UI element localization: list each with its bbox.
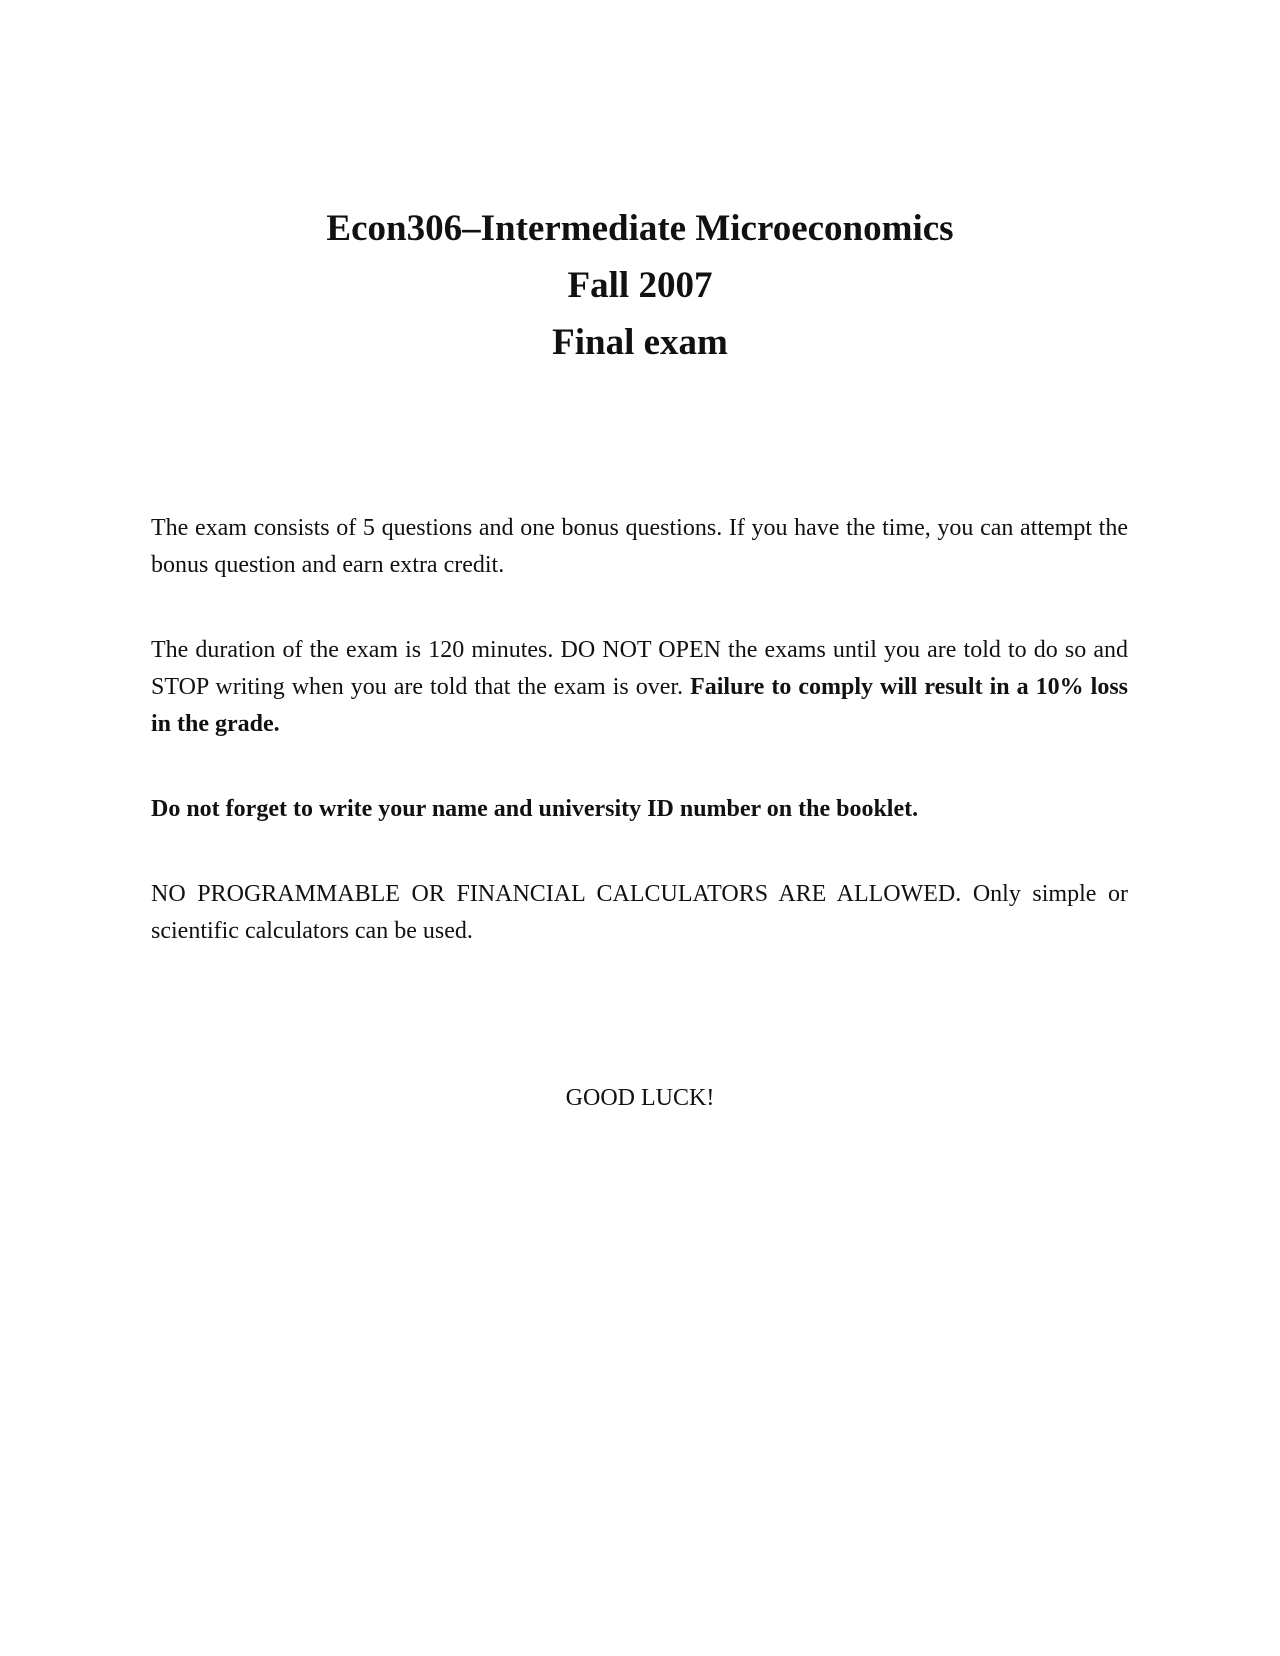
instruction-calculators: NO PROGRAMMABLE OR FINANCIAL CALCULATORS ARE ALLOWED. Only simple or scientific calculators can be used. (151, 881, 1128, 944)
instruction-name-id: Do not forget to write your name and university ID number on the booklet. (151, 796, 919, 822)
instruction-duration (151, 632, 1128, 743)
instructions-block (151, 510, 1128, 950)
instruction-duration-warning: Failure to comply will result in a 10% loss in the grade. (151, 674, 1128, 737)
exam-title: Final exam (552, 322, 728, 363)
good-luck-text: GOOD LUCK! (565, 1085, 715, 1111)
instruction-questions: The exam consists of 5 questions and one bonus questions. If you have the time, you can attempt the bonus question and earn extra credit. (151, 515, 1128, 578)
title-block (0, 200, 1280, 371)
term-title: Fall 2007 (567, 265, 713, 306)
course-title: Econ306–Intermediate Microeconomics (326, 208, 954, 249)
instruction-duration-text: The duration of the exam is 120 minutes. DO NOT OPEN the exams until you are told to do so and STOP writing when you are told that the exam is over. (151, 637, 1128, 700)
